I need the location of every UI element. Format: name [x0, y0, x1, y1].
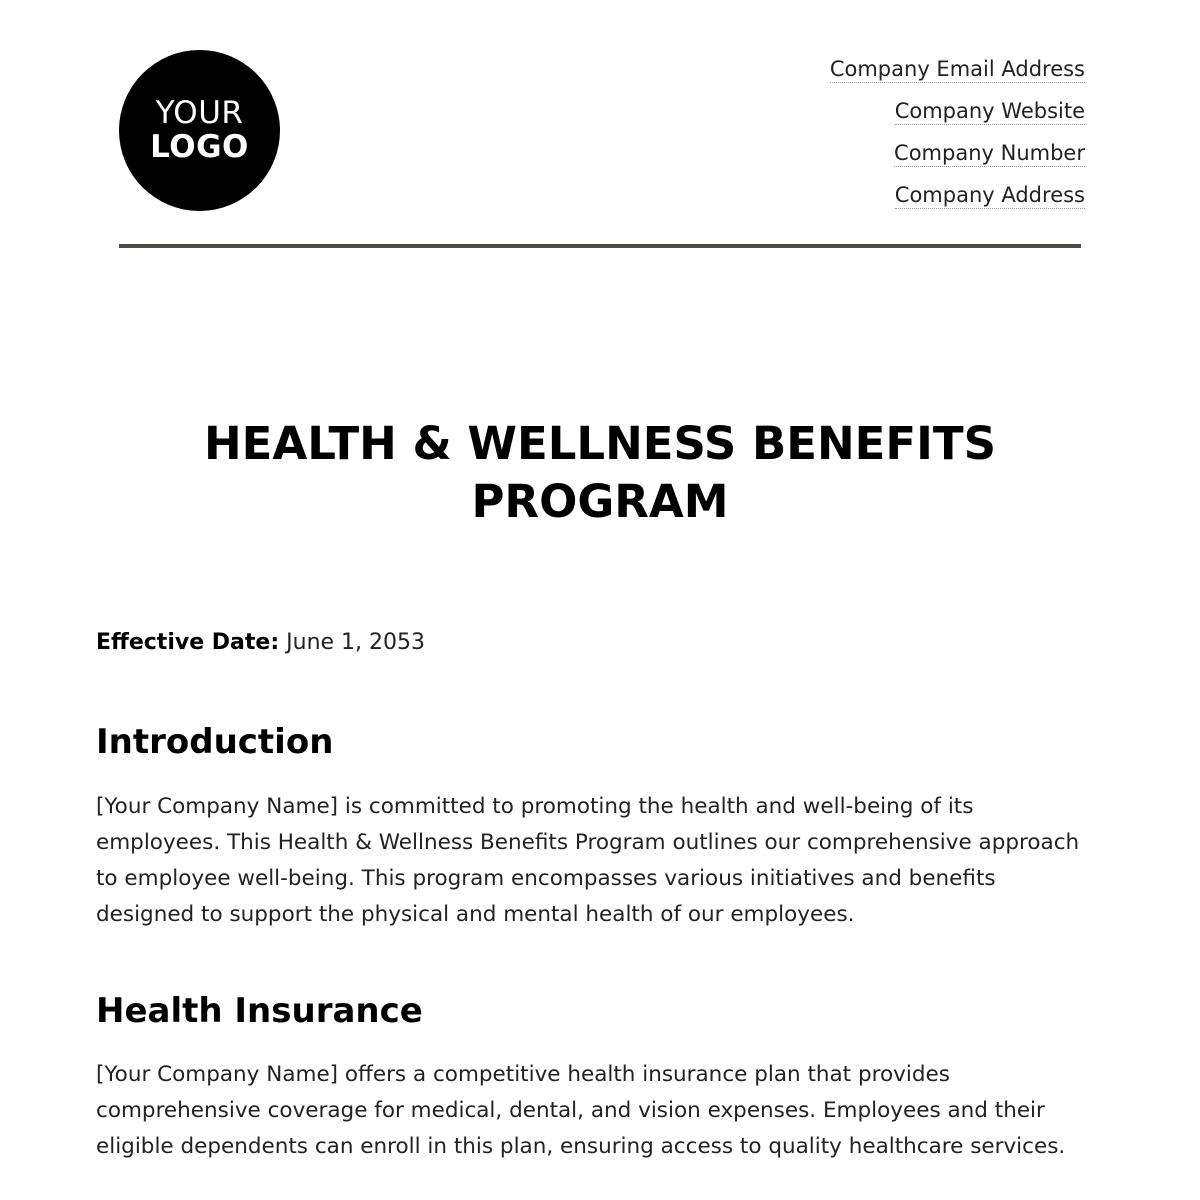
section-body-health-insurance: [Your Company Name] offers a competitive health insurance plan that provides comprehensive coverage for medical, dental, and vision expenses. Employees and their eligible dependents can enroll in this plan, ensuring access to quality healthcare services.: [96, 1062, 1066, 1159]
company-number[interactable]: Company Number: [894, 141, 1085, 165]
company-email[interactable]: Company Email Address: [829, 57, 1085, 81]
logo-text-top: YOUR: [155, 95, 244, 131]
company-address[interactable]: Company Address: [894, 183, 1085, 207]
logo-text-bottom: LOGO: [150, 129, 249, 165]
company-contact-block: [830, 55, 1085, 223]
header-divider: [119, 244, 1081, 248]
effective-date: [96, 630, 425, 655]
document-title: HEALTH & WELLNESS BENEFITS PROGRAM: [203, 417, 996, 528]
section-heading-health-insurance: Health Insurance: [96, 991, 423, 1031]
effective-date-label: Effective Date:: [96, 630, 280, 655]
section-heading-introduction: Introduction: [96, 722, 334, 762]
effective-date-value: June 1, 2053: [286, 630, 426, 655]
company-logo: [119, 50, 280, 211]
section-body-introduction: [Your Company Name] is committed to promoting the health and well-being of its employees. This Health & Wellness Benefits Program outlines our comprehensive approach to employee well-being. This program encompasses various initiatives and benefits designed to support the physical and mental health of our employees.: [96, 794, 1080, 927]
company-website[interactable]: Company Website: [894, 99, 1085, 123]
